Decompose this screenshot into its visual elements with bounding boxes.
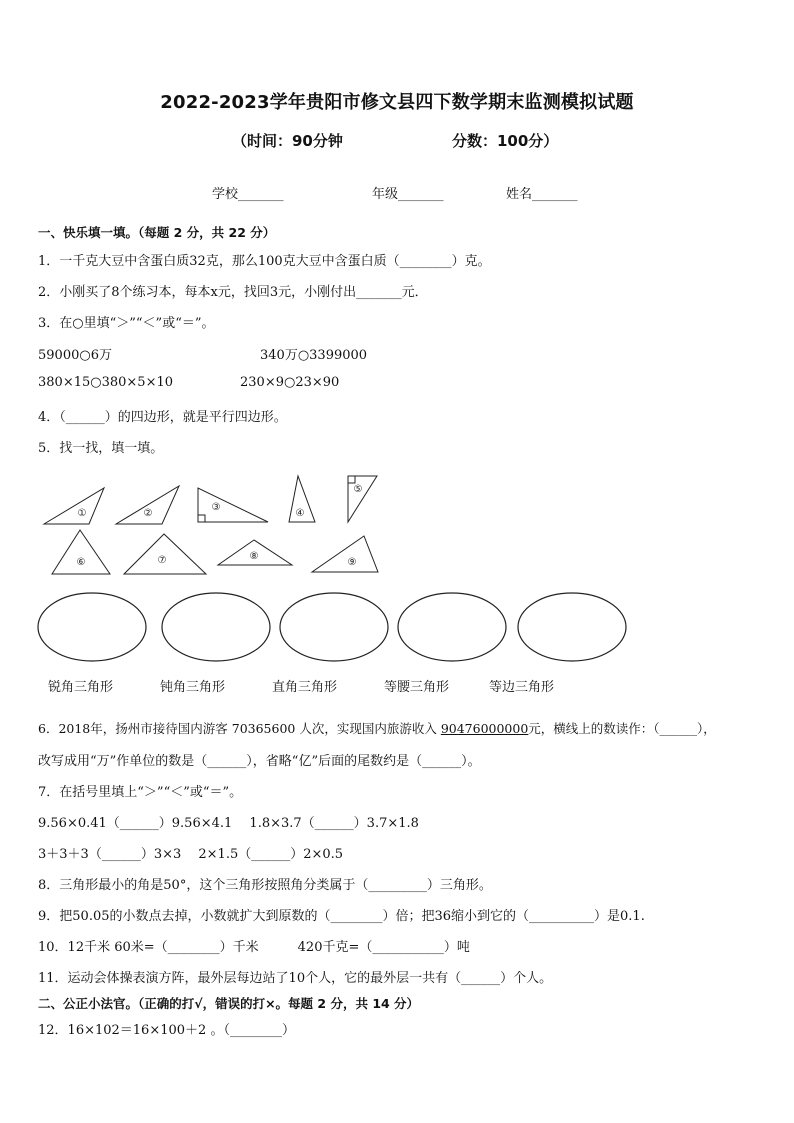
triangle-label-9: ⑨ (347, 557, 357, 568)
page-title: 2022-2023学年贵阳市修文县四下数学期末监测模拟试题 (160, 92, 634, 113)
triangle-3 (198, 488, 268, 522)
question-5: 5．找一找，填一填。 (38, 441, 164, 456)
score-label: 分数：100分） (452, 132, 559, 150)
question-3: 3．在○里填“＞”“＜”或“＝”。 (38, 316, 215, 331)
question-2: 2．小刚买了8个练习本，每本x元，找回3元，小刚付出_______元． (38, 285, 428, 300)
ellipse-obtuse (162, 593, 270, 661)
question-10: 10．12千米 60米=（________）千米 420千克=（___________）吨 (38, 940, 470, 955)
ellipse-acute (38, 593, 146, 661)
triangle-label-6: ⑥ (76, 557, 86, 568)
triangle-7 (124, 534, 206, 574)
triangle-9 (312, 536, 378, 572)
triangle-label-3: ③ (211, 502, 221, 513)
ellipse-equilateral (518, 593, 626, 661)
right-angle-mark-3 (198, 515, 205, 522)
triangle-1 (44, 488, 104, 524)
triangle-label-1: ① (77, 508, 87, 519)
section-1-heading: 一、快乐填一填。（每题 2 分，共 22 分） (38, 225, 276, 240)
grade-field: 年级_______ (372, 187, 444, 202)
question-12: 12．16×102＝16×100＋2 。（________） (38, 1023, 295, 1038)
right-angle-mark-5 (348, 476, 355, 483)
question-3c: 380×15○380×5×10 (38, 375, 174, 390)
question-6-text-a: 6．2018年，扬州市接待国内游客 70365600 人次，实现国内旅游收入 (38, 721, 441, 736)
question-8: 8．三角形最小的角是50°，这个三角形按照角分类属于（_________）三角形。 (38, 878, 492, 893)
name-field: 姓名_______ (506, 187, 578, 202)
question-6-line-2: 改写成用“万”作单位的数是（______），省略“亿”后面的尾数约是（______）。 (38, 754, 481, 769)
question-4: 4．（______）的四边形，就是平行四边形。 (38, 410, 287, 425)
question-11: 11．运动会体操表演方阵，最外层每边站了10个人，它的最外层一共有（______）个人。 (38, 971, 553, 986)
time-label: （时间：90分钟 (232, 132, 343, 150)
question-7a: 9.56×0.41（______）9.56×4.1 1.8×3.7（______）3.7×1.8 (38, 816, 419, 831)
question-3a: 59000○6万 (38, 348, 112, 363)
school-field: 学校_______ (212, 187, 284, 202)
ellipse-right (280, 593, 388, 661)
sorting-ellipses (34, 590, 634, 666)
question-3d: 230×9○23×90 (240, 375, 340, 390)
question-7b: 3＋3＋3（______）3×3 2×1.5（______）2×0.5 (38, 847, 344, 862)
triangle-label-8: ⑧ (249, 551, 259, 562)
triangle-label-2: ② (143, 508, 153, 519)
category-right: 直角三角形 (272, 680, 338, 695)
ellipse-isosceles (398, 593, 506, 661)
category-acute: 锐角三角形 (48, 680, 114, 695)
category-equilateral: 等边三角形 (489, 680, 555, 695)
question-9: 9．把50.05的小数点去掉，小数就扩大到原数的（________）倍；把36缩小到它的（__________）是0.1. (38, 909, 645, 924)
question-3b: 340万○3399000 (260, 348, 368, 363)
category-obtuse: 钝角三角形 (160, 680, 226, 695)
category-isosceles: 等腰三角形 (384, 680, 450, 695)
question-7: 7．在括号里填上“＞”“＜”或“＝”。 (38, 785, 243, 800)
question-6-text-b: 元，横线上的数读作：（______）， (528, 721, 716, 736)
question-6-line-1 (38, 719, 716, 737)
triangles-figure (34, 470, 394, 580)
question-1: 1．一千克大豆中含蛋白质32克，那么100克大豆中含蛋白质（________）克。 (38, 254, 491, 269)
question-6-number: 90476000000 (440, 721, 529, 736)
triangle-label-4: ④ (295, 508, 305, 519)
triangle-label-5: ⑤ (353, 484, 363, 495)
section-2-heading: 二、公正小法官。（正确的打√，错误的打×。每题 2 分，共 14 分） (38, 996, 420, 1011)
triangle-label-7: ⑦ (157, 555, 167, 566)
